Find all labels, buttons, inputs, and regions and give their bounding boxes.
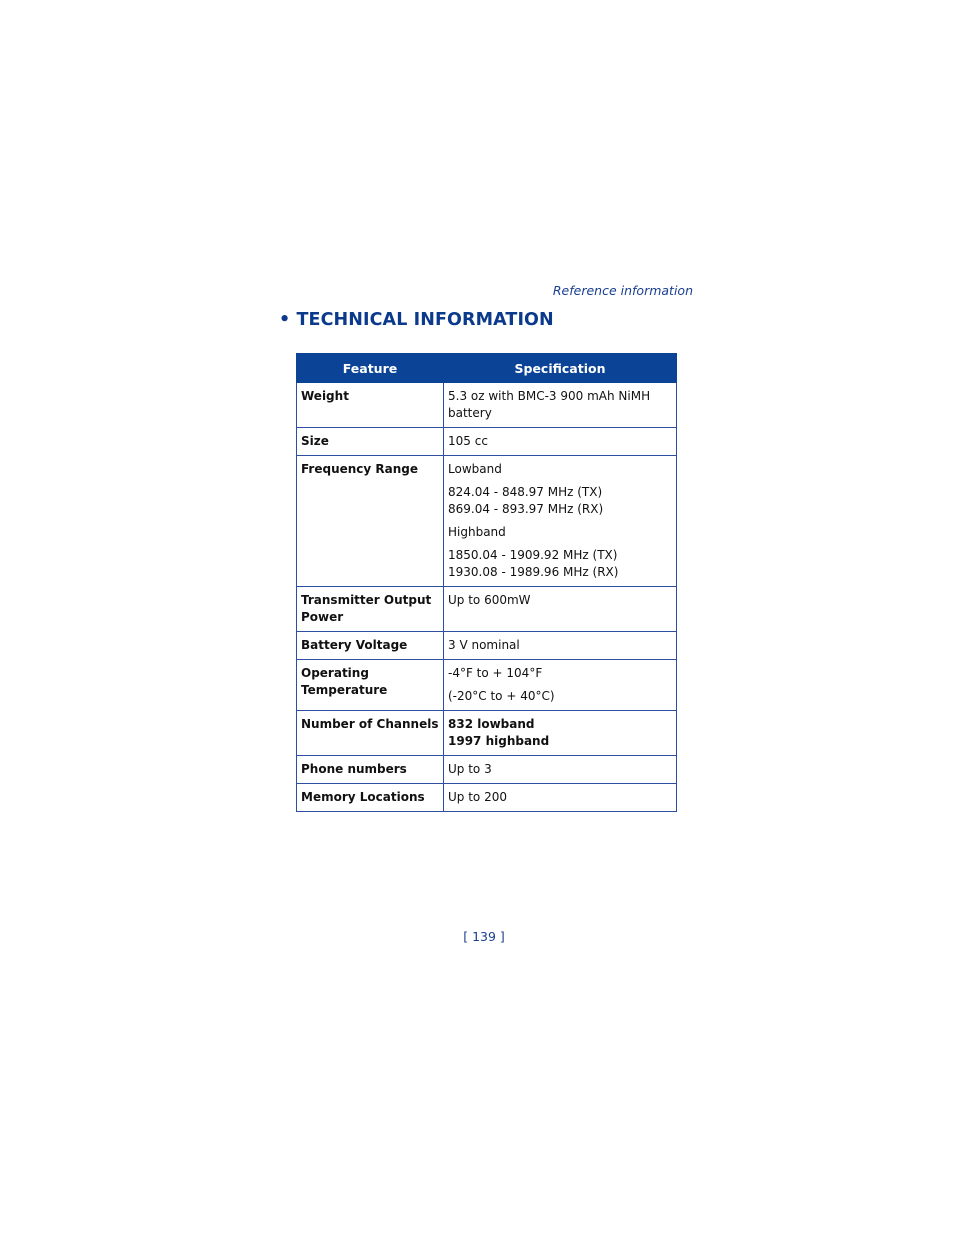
table-row [297, 456, 677, 587]
specification-value: 5.3 oz with BMC-3 900 mAh NiMH [448, 389, 651, 403]
specification-value: (-20°C to + 40°C) [448, 689, 555, 703]
feature-label: Transmitter Output [301, 593, 432, 607]
specification-block [448, 524, 672, 541]
specification-block [448, 433, 672, 450]
table-body [297, 383, 677, 812]
specification-cell [444, 587, 677, 632]
specification-value: 1997 highband [448, 734, 550, 748]
specification-block [448, 592, 672, 609]
specification-block [448, 761, 672, 778]
feature-cell [297, 711, 444, 756]
specification-block [448, 388, 672, 422]
table-row [297, 383, 677, 428]
feature-label: Memory Locations [301, 790, 425, 804]
table-row [297, 428, 677, 456]
column-header-specification: Specification [444, 354, 677, 383]
feature-cell [297, 428, 444, 456]
specification-value: 869.04 - 893.97 MHz (RX) [448, 502, 604, 516]
specification-value: Up to 200 [448, 790, 507, 804]
specification-block [448, 461, 672, 478]
specification-value: 824.04 - 848.97 MHz (TX) [448, 485, 603, 499]
specification-cell [444, 456, 677, 587]
specification-value: Up to 600mW [448, 593, 531, 607]
feature-cell [297, 784, 444, 812]
specification-cell [444, 660, 677, 711]
feature-label: Frequency Range [301, 462, 419, 476]
specification-block [448, 484, 672, 518]
table-row [297, 587, 677, 632]
page-title: • TECHNICAL INFORMATION [279, 310, 554, 330]
table-row [297, 756, 677, 784]
specification-value: 3 V nominal [448, 638, 520, 652]
specification-block [448, 547, 672, 581]
column-header-feature: Feature [297, 354, 444, 383]
specification-value: Lowband [448, 462, 502, 476]
feature-label: Battery Voltage [301, 638, 408, 652]
specification-value: Highband [448, 525, 506, 539]
table-row [297, 711, 677, 756]
specification-cell [444, 632, 677, 660]
feature-label: Size [301, 434, 329, 448]
specification-value: 832 lowband [448, 717, 535, 731]
feature-label: Operating Temperature [301, 666, 388, 697]
feature-cell [297, 587, 444, 632]
specification-value: 1930.08 - 1989.96 MHz (RX) [448, 565, 619, 579]
specification-block [448, 665, 672, 682]
specification-block [448, 637, 672, 654]
specification-block [448, 789, 672, 806]
specification-value: 1850.04 - 1909.92 MHz (TX) [448, 548, 618, 562]
specification-block [448, 716, 672, 750]
feature-cell [297, 660, 444, 711]
table-row [297, 632, 677, 660]
specification-cell [444, 383, 677, 428]
specification-block [448, 688, 672, 705]
specification-cell [444, 711, 677, 756]
technical-spec-table [296, 353, 677, 812]
specification-value: 105 cc [448, 434, 488, 448]
feature-cell [297, 756, 444, 784]
specification-value: Up to 3 [448, 762, 492, 776]
table-row [297, 660, 677, 711]
feature-cell [297, 456, 444, 587]
specification-value: -4°F to + 104°F [448, 666, 543, 680]
specification-value: battery [448, 406, 492, 420]
section-header: Reference information [552, 283, 693, 298]
table-header-row [297, 354, 677, 383]
feature-label: Number of Channels [301, 717, 439, 731]
specification-cell [444, 784, 677, 812]
feature-label: Phone numbers [301, 762, 407, 776]
page-number: [ 139 ] [463, 929, 505, 944]
feature-label: Power [301, 610, 344, 624]
feature-cell [297, 632, 444, 660]
specification-cell [444, 428, 677, 456]
specification-cell [444, 756, 677, 784]
feature-cell [297, 383, 444, 428]
table-row [297, 784, 677, 812]
feature-label: Weight [301, 389, 349, 403]
